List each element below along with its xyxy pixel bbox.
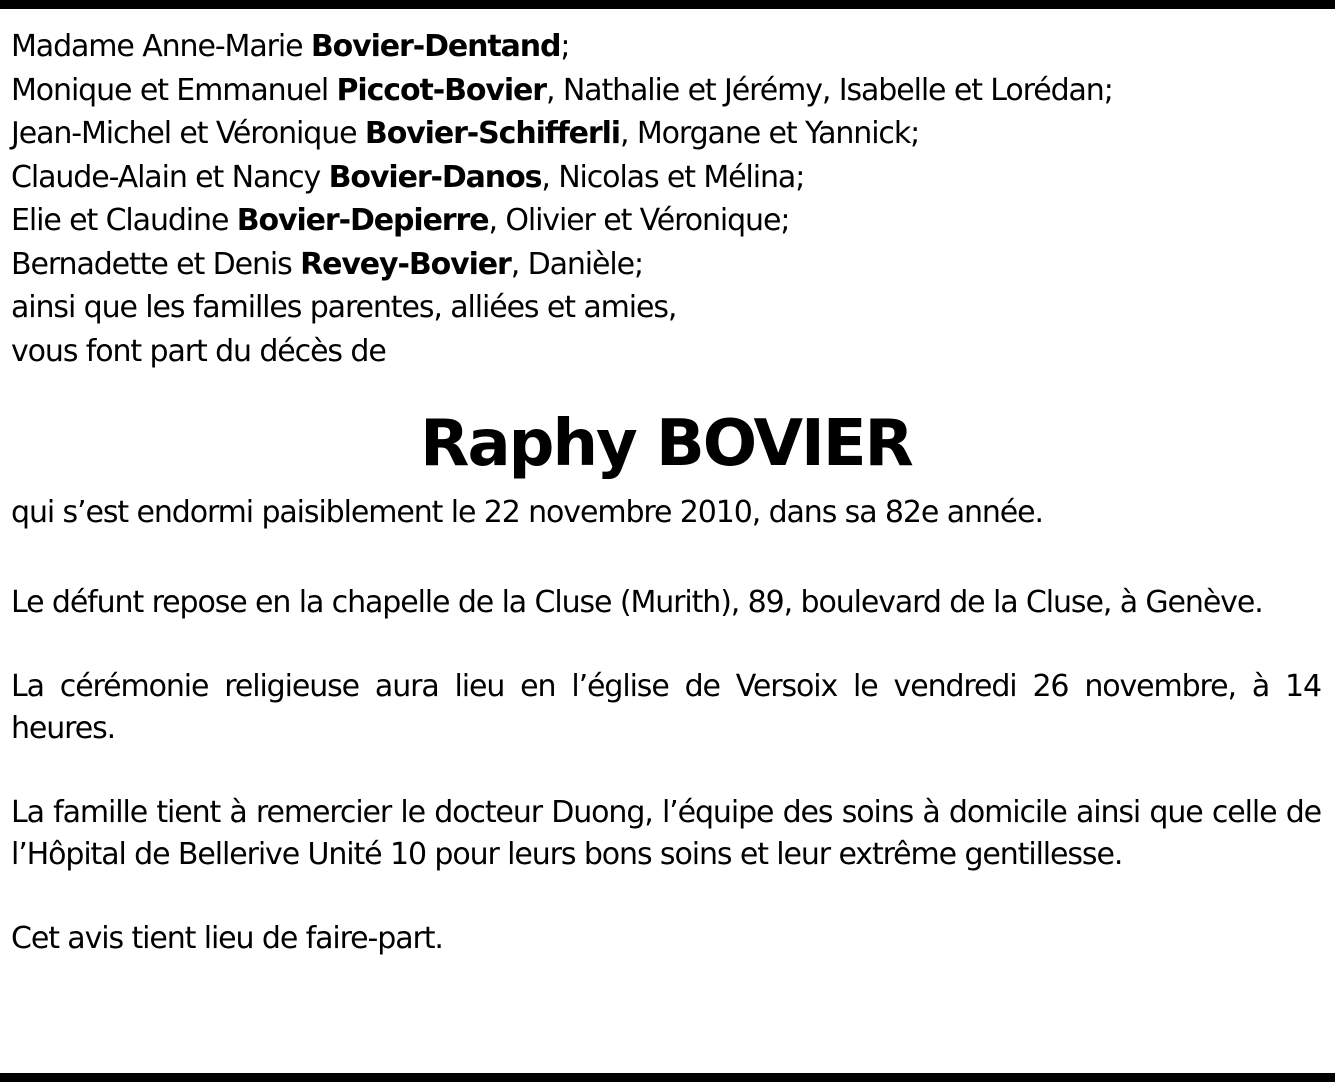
family-line	[11, 199, 1321, 243]
family-suffix: , Nathalie et Jérémy, Isabelle et Lorédan;	[545, 72, 1113, 108]
family-line	[11, 156, 1321, 200]
family-surname: Piccot-Bovier	[336, 72, 546, 108]
bottom-border-rule	[0, 1073, 1335, 1082]
family-names: Madame Anne-Marie	[11, 29, 311, 64]
family-names: Monique et Emmanuel	[11, 72, 337, 108]
family-line	[11, 243, 1321, 287]
family-surname: Bovier-Dentand	[310, 29, 561, 64]
family-suffix: , Morgane et Yannick;	[619, 116, 920, 151]
family-surname: Bovier-Danos	[328, 159, 542, 195]
family-surname: Bovier-Depierre	[236, 203, 489, 238]
notice-body	[11, 492, 1321, 960]
deceased-name: Raphy BOVIER	[420, 407, 912, 481]
closing-line: Cet avis tient lieu de faire-part.	[11, 921, 443, 956]
family-names: Jean-Michel et Véronique	[11, 116, 365, 151]
family-names: Bernadette et Denis	[11, 246, 301, 282]
intro-line: ainsi que les familles parentes, alliées et amies,	[11, 290, 677, 325]
ceremony-details: La cérémonie religieuse aura lieu en l’église de Versoix le vendredi 26 novembre, à 14 heures.	[11, 669, 1321, 746]
family-suffix: , Nicolas et Mélina;	[541, 159, 805, 195]
death-notice	[11, 25, 1321, 1003]
family-names: Elie et Claudine	[11, 203, 237, 238]
family-surname: Revey-Bovier	[300, 246, 511, 282]
family-suffix: , Danièle;	[510, 246, 643, 282]
family-line	[11, 69, 1321, 113]
family-list	[11, 25, 1321, 373]
family-surname: Bovier-Schifferli	[364, 116, 620, 151]
family-line	[11, 112, 1321, 156]
family-suffix: , Olivier et Véronique;	[488, 203, 790, 238]
family-line	[11, 25, 1321, 69]
viewing-location: Le défunt repose en la chapelle de la Cluse (Murith), 89, boulevard de la Cluse, à Genève.	[11, 584, 1263, 620]
family-suffix: ;	[560, 29, 570, 64]
intro-line: vous font part du décès de	[11, 333, 386, 369]
passing-statement: qui s’est endormi paisiblement le 22 novembre 2010, dans sa 82e année.	[11, 495, 1043, 530]
top-border-rule	[0, 0, 1335, 9]
family-names: Claude-Alain et Nancy	[11, 159, 329, 195]
thanks-paragraph: La famille tient à remercier le docteur Duong, l’équipe des soins à domicile ainsi que celle de l’Hôpital de Bellerive Unité 10 pour leurs bons soins et leur extrême gentillesse.	[11, 795, 1321, 872]
